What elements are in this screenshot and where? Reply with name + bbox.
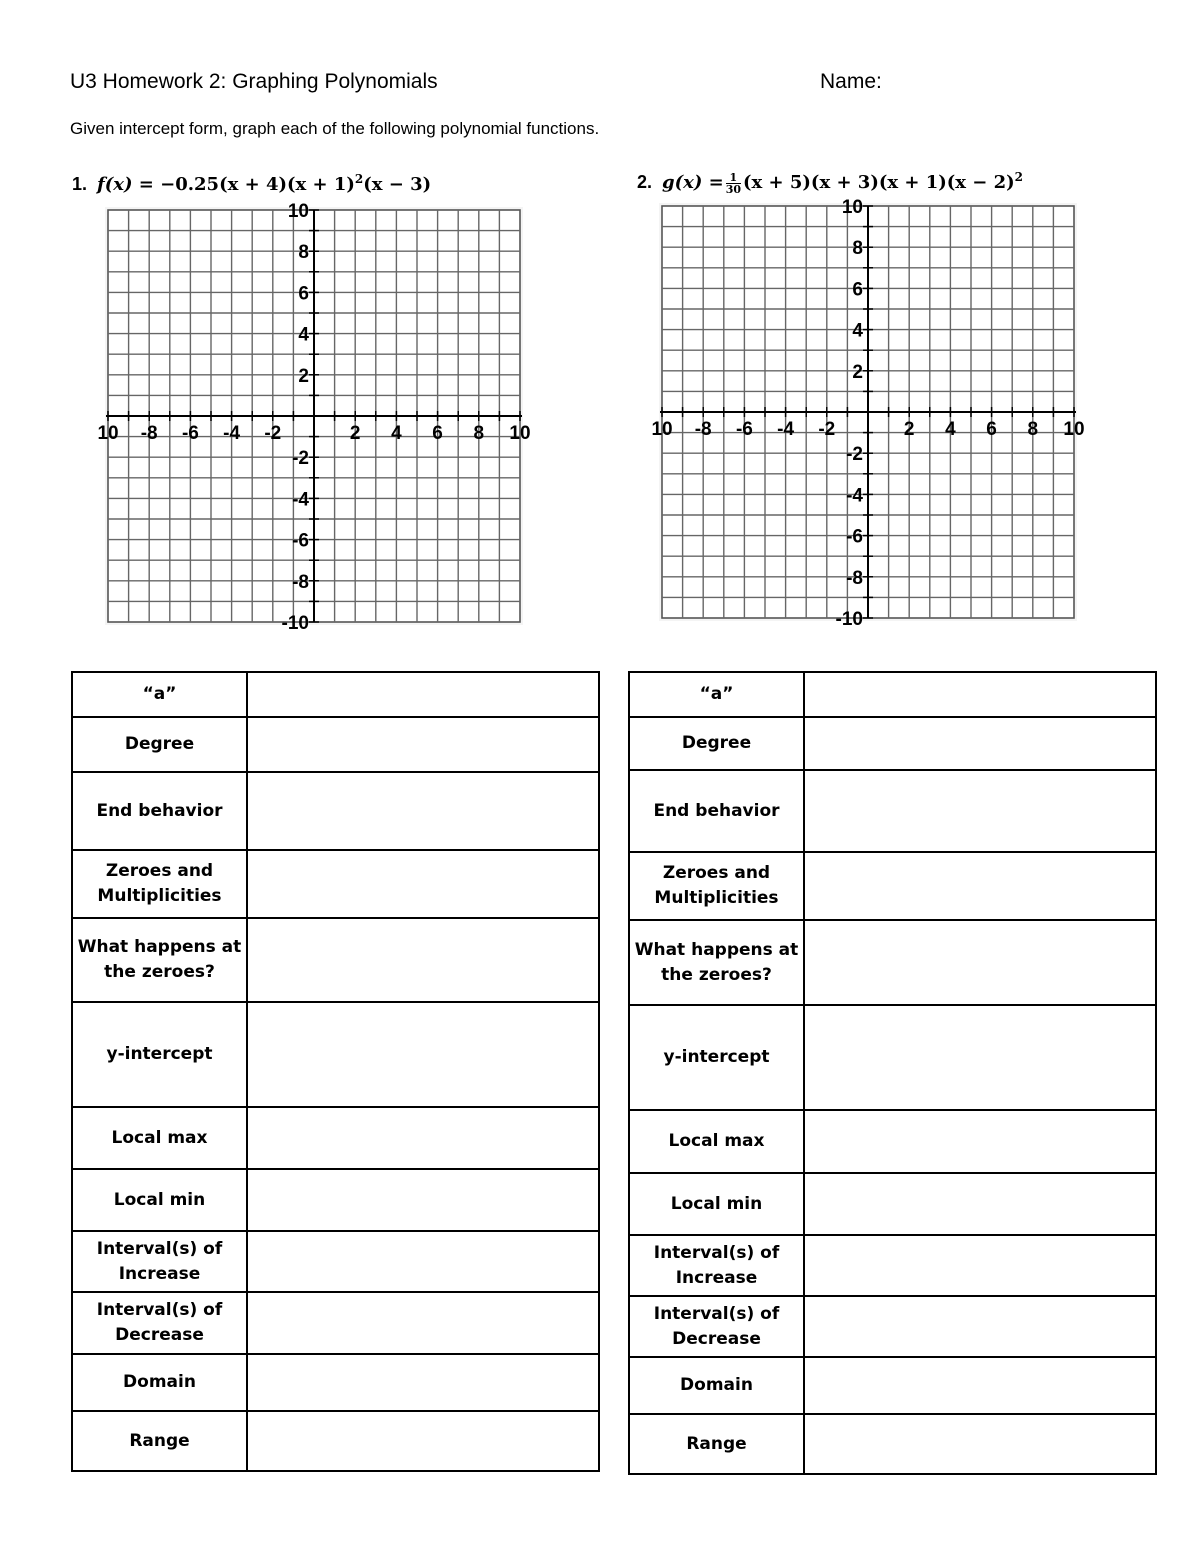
answer-cell[interactable] xyxy=(804,1235,1156,1296)
y-tick-label: 2 xyxy=(298,365,309,387)
y-tick-label: -6 xyxy=(292,530,309,552)
problem-1-equation xyxy=(72,172,431,195)
x-tick-label: -4 xyxy=(223,423,241,444)
y-tick-label: 10 xyxy=(841,197,863,218)
answer-cell[interactable] xyxy=(804,770,1156,852)
row-label: Local min xyxy=(629,1173,804,1235)
x-tick-label: 4 xyxy=(391,423,402,444)
x-tick-label: -8 xyxy=(140,423,158,444)
y-tick-label: 8 xyxy=(852,238,863,260)
row-label: Domain xyxy=(72,1354,247,1411)
problem-1-rhs-a: −0.25(x + 4)(x + 1) xyxy=(160,174,355,195)
table-row xyxy=(72,1292,599,1354)
x-tick-label: -2 xyxy=(264,423,282,444)
row-label: “a” xyxy=(629,672,804,717)
answer-cell[interactable] xyxy=(804,1005,1156,1110)
y-tick-label: 4 xyxy=(298,324,309,346)
y-tick-label: -10 xyxy=(281,613,309,634)
y-tick-label: -8 xyxy=(846,567,863,589)
x-tick-label: 10 xyxy=(97,423,119,444)
answer-cell[interactable] xyxy=(247,1354,599,1411)
coordinate-grid-2[interactable] xyxy=(651,196,1086,641)
answer-cell[interactable] xyxy=(804,1414,1156,1474)
problem-2-number: 2. xyxy=(637,172,653,192)
row-label: y-intercept xyxy=(629,1005,804,1110)
y-tick-label: 6 xyxy=(852,279,863,301)
row-label: Local max xyxy=(629,1110,804,1173)
problem-2-equation xyxy=(637,170,1023,195)
problem-1-lhs: f(x) = xyxy=(97,174,154,195)
row-label: “a” xyxy=(72,672,247,717)
answer-cell[interactable] xyxy=(804,852,1156,920)
row-label: Interval(s) of Decrease xyxy=(72,1292,247,1354)
table-row xyxy=(629,1414,1156,1474)
row-label: Interval(s) of Decrease xyxy=(629,1296,804,1357)
table-row xyxy=(72,1231,599,1292)
table-row xyxy=(629,1110,1156,1173)
table-row xyxy=(72,1411,599,1471)
problem-1-number: 1. xyxy=(72,174,88,194)
answer-cell[interactable] xyxy=(247,1169,599,1231)
answer-cell[interactable] xyxy=(247,717,599,772)
table-row xyxy=(72,717,599,772)
y-tick-label: 10 xyxy=(287,201,309,222)
answer-cell[interactable] xyxy=(247,772,599,850)
table-row xyxy=(629,920,1156,1005)
x-tick-label: -8 xyxy=(694,419,712,440)
y-tick-label: -2 xyxy=(846,444,863,466)
answer-cell[interactable] xyxy=(247,672,599,717)
table-row xyxy=(72,918,599,1002)
properties-table-1 xyxy=(71,671,600,1472)
y-tick-label: -4 xyxy=(846,485,863,507)
x-tick-label: -4 xyxy=(777,419,795,440)
problem-2-exponent: 2 xyxy=(1014,170,1024,184)
x-tick-label: 10 xyxy=(1063,419,1085,440)
row-label: Zeroes and Multiplicities xyxy=(72,850,247,918)
table-row xyxy=(629,1357,1156,1414)
row-label: Degree xyxy=(629,717,804,770)
row-label: Local max xyxy=(72,1107,247,1169)
table-row xyxy=(629,770,1156,852)
table-row xyxy=(629,1005,1156,1110)
row-label: y-intercept xyxy=(72,1002,247,1107)
row-label: End behavior xyxy=(629,770,804,852)
y-tick-label: -8 xyxy=(292,571,309,593)
table-row xyxy=(629,672,1156,717)
y-tick-label: -2 xyxy=(292,448,309,470)
table-row xyxy=(72,672,599,717)
answer-cell[interactable] xyxy=(804,1357,1156,1414)
problem-2-fraction xyxy=(726,172,741,195)
row-label: Local min xyxy=(72,1169,247,1231)
x-tick-label: 6 xyxy=(986,419,997,440)
row-label: Range xyxy=(629,1414,804,1474)
answer-cell[interactable] xyxy=(247,918,599,1002)
answer-cell[interactable] xyxy=(804,717,1156,770)
x-tick-label: 6 xyxy=(432,423,443,444)
row-label: What happens at the zeroes? xyxy=(72,918,247,1002)
table-row xyxy=(72,1169,599,1231)
table-row xyxy=(629,1296,1156,1357)
problem-2-fraction-numerator: 1 xyxy=(729,170,738,184)
x-tick-label: 10 xyxy=(651,419,673,440)
x-tick-label: 10 xyxy=(509,423,531,444)
problem-2-fraction-denominator: 30 xyxy=(725,182,742,196)
table-row xyxy=(72,850,599,918)
table-row xyxy=(72,1002,599,1107)
problem-2-lhs: g(x) = xyxy=(662,172,724,193)
row-label: Degree xyxy=(72,717,247,772)
name-label: Name: xyxy=(820,70,882,93)
answer-cell[interactable] xyxy=(804,1173,1156,1235)
answer-cell[interactable] xyxy=(804,920,1156,1005)
row-label: Domain xyxy=(629,1357,804,1414)
answer-cell[interactable] xyxy=(804,1110,1156,1173)
row-label: Range xyxy=(72,1411,247,1471)
y-tick-label: 2 xyxy=(852,361,863,383)
answer-cell[interactable] xyxy=(247,1292,599,1354)
y-tick-label: 4 xyxy=(852,320,863,342)
row-label: Zeroes and Multiplicities xyxy=(629,852,804,920)
table-row xyxy=(72,1354,599,1411)
table-row xyxy=(629,1235,1156,1296)
x-tick-label: -6 xyxy=(181,423,199,444)
grid-svg xyxy=(97,200,532,640)
y-tick-label: 6 xyxy=(298,283,309,305)
table-row xyxy=(72,772,599,850)
answer-cell[interactable] xyxy=(247,1002,599,1107)
x-tick-label: 2 xyxy=(903,419,915,440)
row-label: Interval(s) of Increase xyxy=(72,1231,247,1292)
instructions: Given intercept form, graph each of the following polynomial functions. xyxy=(70,119,600,138)
x-tick-label: 8 xyxy=(473,423,485,444)
problem-2-rhs-a: (x + 5)(x + 3)(x + 1)(x − 2) xyxy=(743,172,1015,193)
x-tick-label: -2 xyxy=(818,419,836,440)
x-tick-label: -6 xyxy=(735,419,753,440)
answer-cell[interactable] xyxy=(247,850,599,918)
answer-cell[interactable] xyxy=(247,1231,599,1292)
answer-cell[interactable] xyxy=(247,1411,599,1471)
row-label: What happens at the zeroes? xyxy=(629,920,804,1005)
y-tick-label: -10 xyxy=(835,609,863,630)
answer-cell[interactable] xyxy=(804,1296,1156,1357)
properties-table-2 xyxy=(628,671,1157,1475)
y-tick-label: -6 xyxy=(846,526,863,548)
y-tick-label: 8 xyxy=(298,242,309,264)
x-tick-label: 8 xyxy=(1027,419,1039,440)
table-row xyxy=(629,717,1156,770)
coordinate-grid-1[interactable] xyxy=(97,200,532,645)
grid-svg xyxy=(651,196,1086,636)
table-row xyxy=(629,1173,1156,1235)
x-tick-label: 2 xyxy=(349,423,361,444)
problem-1-exponent: 2 xyxy=(354,172,364,186)
y-tick-label: -4 xyxy=(292,489,309,511)
table-row xyxy=(72,1107,599,1169)
row-label: End behavior xyxy=(72,772,247,850)
row-label: Interval(s) of Increase xyxy=(629,1235,804,1296)
x-tick-label: 4 xyxy=(945,419,956,440)
table-row xyxy=(629,852,1156,920)
answer-cell[interactable] xyxy=(247,1107,599,1169)
answer-cell[interactable] xyxy=(804,672,1156,717)
worksheet-title: U3 Homework 2: Graphing Polynomials xyxy=(70,70,438,93)
problem-1-rhs-b: (x − 3) xyxy=(363,174,432,195)
